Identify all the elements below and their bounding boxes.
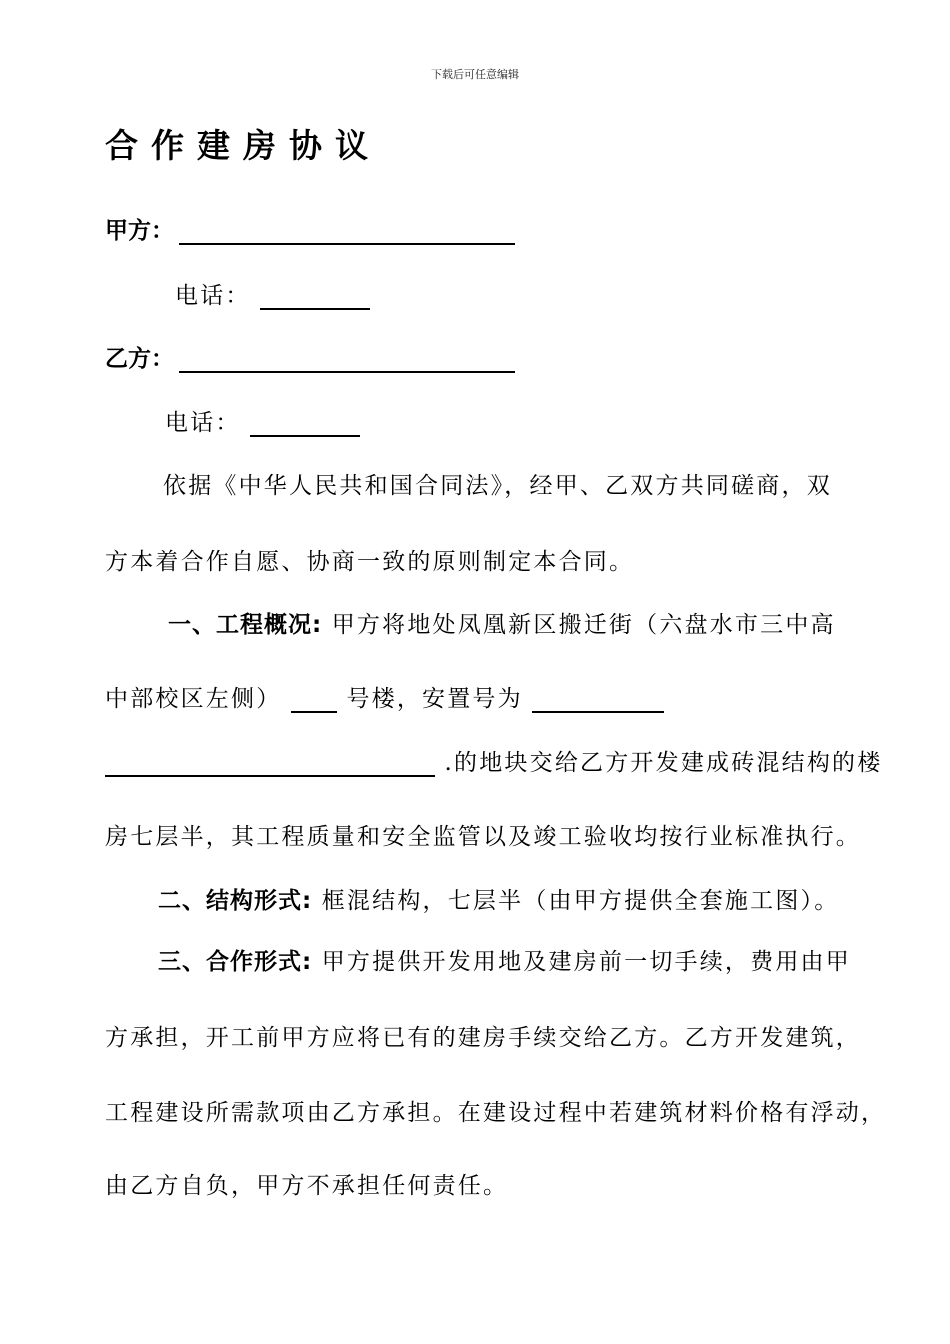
section2-line <box>158 882 839 915</box>
intro-line-2: 方本着合作自愿、协商一致的原则制定本合同。 <box>105 549 635 575</box>
party-a-phone-blank <box>260 284 370 310</box>
party-b-blank <box>179 347 515 373</box>
party-b-label: 乙方： <box>105 346 174 372</box>
section1-text-2a: 中部校区左侧） <box>105 686 282 712</box>
party-a-row <box>105 212 515 245</box>
party-a-label: 甲方： <box>105 218 174 244</box>
section2-text: 框混结构，七层半（由甲方提供全套施工图）。 <box>321 888 840 914</box>
placement-number-blank <box>532 687 664 713</box>
section3-line-2: 方承担，开工前甲方应将已有的建房手续交给乙方。乙方开发建筑， <box>105 1025 861 1051</box>
section1-text-1: 甲方将地处凤凰新区搬迁街（六盘水市三中高 <box>331 612 836 638</box>
section3-line-3: 工程建设所需款项由乙方承担。在建设过程中若建筑材料价格有浮动， <box>105 1100 887 1126</box>
section3-text-1: 甲方提供开发用地及建房前一切手续，费用由甲 <box>321 949 851 975</box>
section3-line-1 <box>158 943 851 976</box>
section1-line-4: 房七层半，其工程质量和安全监管以及竣工验收均按行业标准执行。 <box>105 824 861 850</box>
party-b-phone-row <box>165 404 360 437</box>
section1-line-1 <box>168 606 836 639</box>
plot-description-blank <box>105 751 435 777</box>
building-number-blank <box>291 687 337 713</box>
section1-line-3 <box>105 744 882 777</box>
party-b-phone-blank <box>250 411 360 437</box>
document-title: 合作建房协议 <box>105 126 381 165</box>
section1-line-2 <box>105 680 664 713</box>
section1-text-2b: 号楼，安置号为 <box>346 686 523 712</box>
section3-heading: 三、合作形式: <box>158 949 313 975</box>
party-a-blank <box>179 219 515 245</box>
party-a-phone-label: 电话： <box>175 283 251 309</box>
section1-heading: 一、工程概况: <box>168 612 323 638</box>
intro-line-1: 依据《中华人民共和国合同法》，经甲、乙双方共同磋商，双 <box>163 473 832 499</box>
party-b-phone-label: 电话： <box>165 410 241 436</box>
page-header-note: 下载后可任意编辑 <box>431 68 519 81</box>
section1-text-3: .的地块交给乙方开发建成砖混结构的楼 <box>444 750 883 776</box>
section3-line-4: 由乙方自负，甲方不承担任何责任。 <box>105 1173 509 1199</box>
section2-heading: 二、结构形式: <box>158 888 313 914</box>
party-b-row <box>105 340 515 373</box>
party-a-phone-row <box>175 277 370 310</box>
